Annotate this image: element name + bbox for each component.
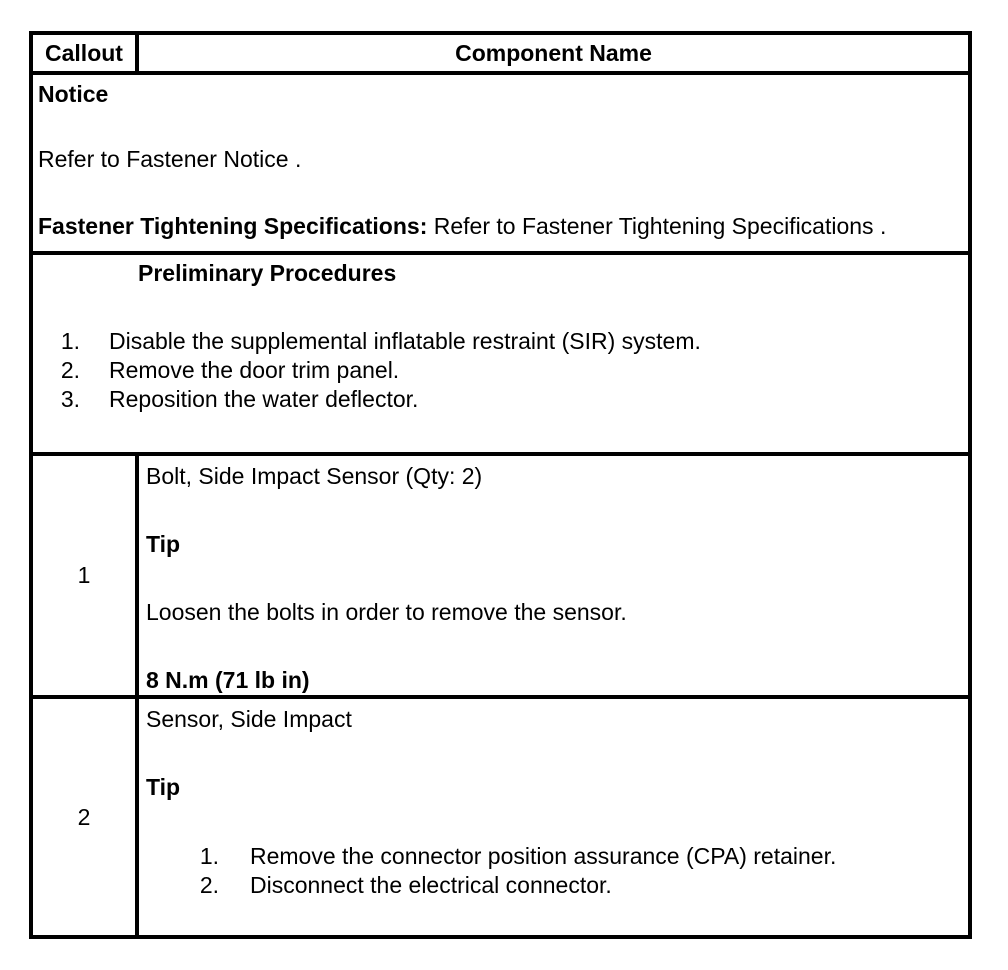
component-cell (137, 454, 970, 697)
fastener-spec-label: Fastener Tightening Specifications: (38, 213, 428, 239)
step-number: 2. (60, 357, 80, 383)
step-text: Disconnect the electrical connector. (250, 872, 612, 898)
list-item (33, 356, 968, 385)
component-name: Bolt, Side Impact Sensor (Qty: 2) (146, 463, 483, 489)
torque-spec: 8 N.m (71 lb in) (146, 667, 310, 693)
step-text: Reposition the water deflector. (109, 386, 419, 412)
notice-cell (31, 73, 970, 253)
component-name: Sensor, Side Impact (146, 706, 352, 732)
fastener-spec-text: Refer to Fastener Tightening Specifications . (427, 213, 887, 239)
step-text: Remove the door trim panel. (109, 357, 400, 383)
step-number: 1. (199, 843, 219, 869)
header-row (31, 33, 970, 73)
preliminary-steps (33, 327, 968, 414)
list-item (33, 327, 968, 356)
preliminary-row (31, 253, 970, 454)
preliminary-title: Preliminary Procedures (138, 260, 397, 286)
notice-label: Notice (38, 81, 109, 107)
tip-label: Tip (146, 774, 181, 800)
tip-text: Loosen the bolts in order to remove the sensor. (146, 599, 627, 625)
callout-number: 2 (31, 697, 137, 937)
callout-number: 1 (31, 454, 137, 697)
list-item (146, 871, 962, 900)
table-row (31, 454, 970, 697)
service-procedure-table (29, 31, 972, 939)
preliminary-cell (31, 253, 970, 454)
notice-text: Refer to Fastener Notice . (38, 146, 302, 172)
notice-row (31, 73, 970, 253)
step-text: Remove the connector position assurance (CPA) retainer. (250, 843, 837, 869)
callout-header: Callout (31, 33, 137, 73)
tip-steps (146, 842, 962, 900)
step-number: 1. (60, 328, 80, 354)
step-number: 3. (60, 386, 80, 412)
component-cell (137, 697, 970, 937)
fastener-spec-line (38, 213, 962, 240)
table-row (31, 697, 970, 937)
step-number: 2. (199, 872, 219, 898)
step-text: Disable the supplemental inflatable restraint (SIR) system. (109, 328, 701, 354)
tip-label: Tip (146, 531, 181, 557)
component-name-header: Component Name (137, 33, 970, 73)
list-item (146, 842, 962, 871)
list-item (33, 385, 968, 414)
